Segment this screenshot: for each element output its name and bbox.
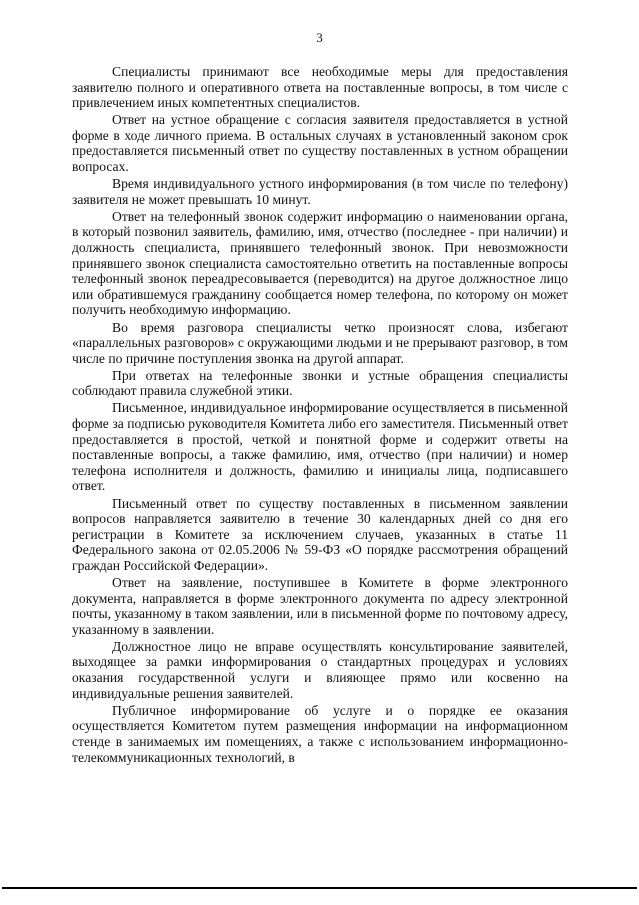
paragraph: Письменное, индивидуальное информирование осуществляется в письменной форме за подписью руководителя Комитета либо его заместителя. Письменный ответ предоставляется в простой, четкой и понятной форме и содержит ответы на поставленные вопросы, а также фамилию, имя, отчество (при наличии) и номер телефона исполнителя и должность, фамилию и инициалы лица, подписавшего ответ. [72, 400, 568, 494]
paragraph: Ответ на заявление, поступившее в Комитете в форме электронного документа, направляется в форме электронного документа по адресу электронной почты, указанному в таком заявлении, или в письменной форме по почтовому адресу, указанному в заявлении. [72, 575, 568, 637]
paragraph: Во время разговора специалисты четко произносят слова, избегают «параллельных разговоров» с окружающими людьми и не прерывают разговор, в том числе по причине поступления звонка на другой аппарат. [72, 319, 568, 366]
paragraph: Ответ на телефонный звонок содержит информацию о наименовании органа, в который позвонил заявитель, фамилию, имя, отчество (последнее - при наличии) и должность специалиста, принявшего телефонный звонок. При невозможности принявшего звонок специалиста самостоятельно ответить на поставленные вопросы телефонный звонок переадресовывается (переводится) на другое должностное лицо или обратившемуся гражданину сообщается номер телефона, по которому он может получить необходимую информацию. [72, 208, 568, 318]
document-body [72, 64, 568, 767]
paragraph: Должностное лицо не вправе осуществлять консультирование заявителей, выходящее за рамки информирования о стандартных процедурах и условиях оказания государственной услуги и влияющее прямо или косвенно на индивидуальные решения заявителей. [72, 638, 568, 701]
paragraph: Специалисты принимают все необходимые меры для предоставления заявителю полного и оперативного ответа на поставленные вопросы, в том числе с привлечением иных компетентных специалистов. [72, 64, 568, 111]
paragraph: Время индивидуального устного информирования (в том числе по телефону) заявителя не может превышать 10 минут. [72, 176, 568, 207]
scan-edge-line [2, 887, 637, 889]
paragraph: Письменный ответ по существу поставленных в письменном заявлении вопросов направляется заявителю в течение 30 календарных дней со дня его регистрации в Комитете за исключением случаев, указанных в статье 11 Федерального закона от 02.05.2006 № 59-ФЗ «О порядке рассмотрения обращений граждан Российской Федерации». [72, 495, 568, 573]
page-number: 3 [316, 30, 323, 45]
paragraph: При ответах на телефонные звонки и устные обращения специалисты соблюдают правила служебной этики. [72, 367, 568, 399]
paragraph: Публичное информирование об услуге и о порядке ее оказания осуществляется Комитетом путем размещения информации на информационном стенде в занимаемых им помещениях, а также с использованием информационно-телекоммуникационных технологий, в [72, 702, 568, 765]
paragraph: Ответ на устное обращение с согласия заявителя предоставляется в устной форме в ходе личного приема. В остальных случаях в установленный законом срок предоставляется письменный ответ по существу поставленных в устном обращении вопросах. [72, 112, 568, 175]
